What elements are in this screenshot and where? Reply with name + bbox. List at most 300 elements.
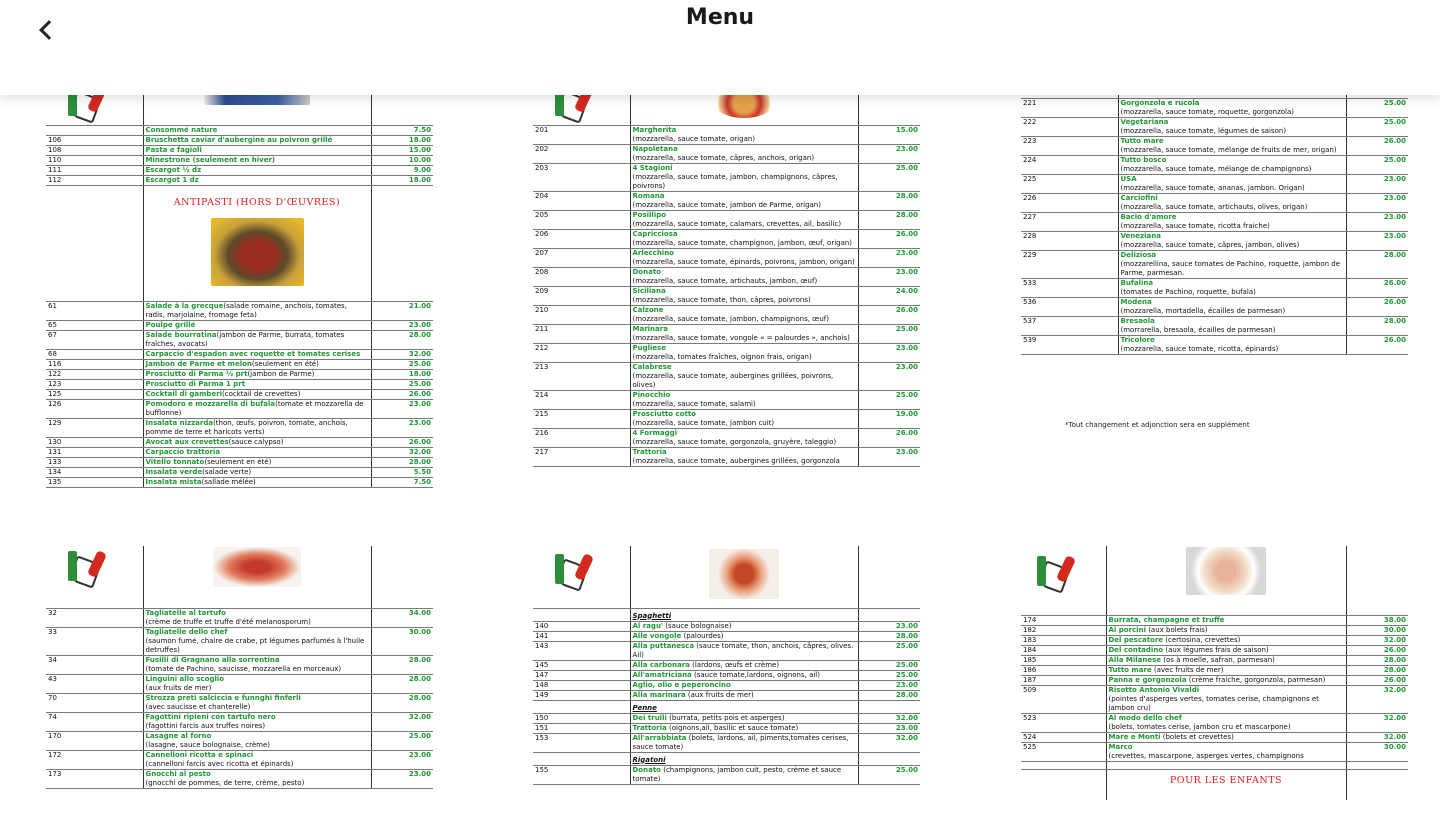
item-description [630, 631, 858, 641]
section-row [533, 752, 920, 765]
item-details: (aux fruits de mer) [145, 683, 212, 692]
item-name: Trattoria [632, 723, 667, 732]
item-details: (burrata, petits pois et asperges) [666, 713, 785, 722]
item-number: 143 [533, 641, 630, 660]
item-price: 30.00 [1346, 742, 1408, 761]
item-number: 126 [46, 400, 143, 419]
item-description [630, 324, 858, 343]
menu-row [1021, 155, 1408, 174]
item-name: Lasagne al forno [145, 731, 212, 740]
item-number: 68 [46, 350, 143, 360]
item-number: 123 [46, 380, 143, 390]
item-price: 18.00 [371, 135, 433, 145]
item-name: Insalata nizzarda [145, 419, 214, 427]
item-name: Burrata, champagne et truffe [1108, 615, 1225, 624]
item-name: Cocktail di gamberi [145, 390, 223, 398]
item-details: (mozzarella, sauce tomate, aubergines grillées, poivrons, olives) [632, 371, 834, 389]
menu-row [46, 712, 433, 731]
item-name: Fusilli di Gragnano alla sorrentina [145, 655, 280, 664]
item-details: (champignons, jambon cuit, pesto, crème et sauce tomate) [632, 765, 842, 783]
item-name: Trattoria [632, 447, 667, 456]
item-description [1106, 742, 1346, 761]
item-price: 28.00 [371, 331, 433, 350]
item-number: 172 [46, 750, 143, 769]
item-number: 207 [533, 248, 630, 267]
item-name: Jambon de Parme et melon [145, 360, 252, 368]
item-price: 32.00 [1346, 713, 1408, 732]
item-price: 26.00 [858, 305, 920, 324]
menu-row [1021, 665, 1408, 675]
item-price: 23.00 [1346, 231, 1408, 250]
item-price: 25.00 [1346, 155, 1408, 174]
item-details: (mozzarella, sauce tomate, légumes de saison) [1120, 126, 1287, 135]
item-number: 228 [1021, 231, 1118, 250]
section-row [533, 609, 920, 622]
item-name: Modena [1120, 297, 1152, 306]
menu-row [1021, 616, 1408, 626]
item-details: (jambon de Parme) [247, 370, 315, 378]
item-number: 216 [533, 428, 630, 447]
item-number: 134 [46, 468, 143, 478]
menu-row [46, 321, 433, 331]
menu-row [1021, 675, 1408, 685]
item-details: (mozzarella, sauce tomate, thon, câpres, poivrons) [632, 295, 811, 304]
item-number: 213 [533, 362, 630, 390]
item-description [143, 731, 371, 750]
item-description [630, 163, 858, 191]
item-description [630, 428, 858, 447]
item-name: Fagottini ripieni con tartufo nero [145, 712, 276, 721]
item-details: (cannelloni farcis avec ricotta et épinards) [145, 759, 294, 768]
item-details: (jambon de Parme, burrata, tomates fraîches, avocats) [145, 331, 345, 348]
item-details: (sauce bolognaise) [663, 621, 732, 630]
item-description [630, 733, 858, 752]
menu-row [533, 621, 920, 631]
item-description [1106, 665, 1346, 675]
item-name: Alla puttanesca [632, 641, 695, 650]
menu-row [1021, 174, 1408, 193]
item-number: 33 [46, 627, 143, 655]
menu-page-pizza [533, 88, 920, 524]
menu-row [533, 660, 920, 670]
item-name: Strozza preti salciccia e funnghi finferli [145, 693, 301, 702]
item-details: (bolets, tomates cerise, jambon cru et mascarpone) [1108, 722, 1291, 731]
menu-row [46, 126, 433, 136]
item-name: Carciofini [1120, 193, 1158, 202]
item-number: 67 [46, 331, 143, 350]
item-number: 135 [46, 478, 143, 488]
item-price: 26.00 [1346, 675, 1408, 685]
item-description [143, 674, 371, 693]
item-description [630, 126, 858, 145]
item-number: 201 [533, 126, 630, 145]
menu-row [46, 478, 433, 488]
item-details: (mozzarella, sauce tomate, ricotta, épinards) [1120, 344, 1279, 353]
item-details: (seulement en été) [204, 458, 272, 466]
item-name: Alle vongole [632, 631, 682, 640]
menu-row [1021, 193, 1408, 212]
menu-row [46, 350, 433, 360]
item-number: 151 [533, 723, 630, 733]
item-number: 210 [533, 305, 630, 324]
item-name: Aglio, olio e peperoncino [632, 680, 731, 689]
item-name: Tutto bosco [1120, 155, 1167, 164]
item-price: 25.00 [858, 765, 920, 784]
menu-row [1021, 732, 1408, 742]
item-number: 147 [533, 670, 630, 680]
item-name: Carpaccio d'espadon avec roquette et tomates cerises [145, 350, 361, 358]
item-details: (bolets, lardons, ail, piments,tomates cerises, sauce tomate) [632, 733, 849, 751]
menu-row [46, 360, 433, 370]
item-description [630, 680, 858, 690]
item-price: 25.00 [371, 380, 433, 390]
item-number: 211 [533, 324, 630, 343]
item-number: 150 [533, 713, 630, 723]
item-details: (sauce calypso) [228, 438, 284, 446]
menu-row [46, 165, 433, 175]
item-description [630, 362, 858, 390]
item-description [1118, 297, 1346, 316]
item-price: 25.00 [371, 731, 433, 750]
item-details: (gnocchi de pommes, de terre, crème, pesto) [145, 778, 305, 787]
menu-row [533, 343, 920, 362]
menu-page-risotto [1021, 546, 1408, 813]
item-details: (tomates de Pachino, roquette, bufala) [1120, 287, 1256, 296]
item-price: 26.00 [371, 390, 433, 400]
item-number: 203 [533, 163, 630, 191]
menu-row [1021, 625, 1408, 635]
item-description [1106, 635, 1346, 645]
item-price: 23.00 [1346, 212, 1408, 231]
item-price: 26.00 [1346, 335, 1408, 354]
item-details: (os à moelle, safran, parmesan) [1161, 655, 1275, 664]
item-number: 61 [46, 302, 143, 321]
menu-row [533, 286, 920, 305]
item-price: 25.00 [858, 324, 920, 343]
item-price: 26.00 [858, 428, 920, 447]
item-details: (lardons, œufs et crème) [689, 660, 780, 669]
menu-row [46, 693, 433, 712]
item-name: Salade à la grecque [145, 302, 224, 310]
item-price: 23.00 [858, 680, 920, 690]
item-description [630, 305, 858, 324]
item-details: (crème fraiche, gorgonzola, parmesan) [1186, 675, 1326, 684]
item-name: Capricciosa [632, 229, 678, 238]
item-description [630, 723, 858, 733]
italy-map-logo [553, 554, 609, 594]
item-details: (mozzarella, sauce tomate, jambon cuit) [632, 418, 775, 427]
item-number: 533 [1021, 278, 1118, 297]
menu-row [1021, 335, 1408, 354]
item-name: Pasta e fagioli [145, 145, 202, 154]
item-details: (mozzarellina, sauce tomates de Pachino, roquette, jambon de Parme, parmesan. [1120, 259, 1341, 277]
item-description [143, 331, 371, 350]
item-description [143, 419, 371, 438]
item-description [1118, 174, 1346, 193]
menu-row [533, 428, 920, 447]
menu-row [533, 248, 920, 267]
item-number: 183 [1021, 635, 1106, 645]
item-number: 525 [1021, 742, 1106, 761]
menu-row [46, 302, 433, 321]
item-name: Mare e Monti [1108, 732, 1161, 741]
menu-row [46, 370, 433, 380]
item-price: 28.00 [1346, 665, 1408, 675]
item-number: 32 [46, 609, 143, 628]
item-number: 509 [1021, 685, 1106, 713]
item-description [630, 390, 858, 409]
item-description [143, 448, 371, 458]
item-price: 25.00 [858, 163, 920, 191]
item-name: Ai porcini [1108, 625, 1146, 634]
menu-row [533, 641, 920, 660]
menu-page-antipasti [46, 88, 433, 510]
item-details: (mozzarella, sauce tomate, ricotta fraiche) [1120, 221, 1270, 230]
item-price: 32.00 [371, 350, 433, 360]
item-name: Salade bourratina [145, 331, 217, 339]
item-details: (bolets et crevettes) [1160, 732, 1234, 741]
item-number: 223 [1021, 136, 1118, 155]
item-name: Vegetariana [1120, 117, 1169, 126]
menu-row [1021, 297, 1408, 316]
item-description [143, 627, 371, 655]
menu-row [1021, 99, 1408, 118]
item-description [1118, 278, 1346, 297]
item-description [143, 655, 371, 674]
menu-row [1021, 685, 1408, 713]
item-name: Insalata mista [145, 478, 202, 486]
menu-row [46, 458, 433, 468]
item-name: Alla carbonara [632, 660, 690, 669]
item-price: 23.00 [858, 621, 920, 631]
menu-row [46, 155, 433, 165]
item-name: Donato [632, 765, 661, 774]
item-name: Risotto Antonio Vivaldi [1108, 685, 1200, 694]
item-description [143, 468, 371, 478]
menu-row [46, 627, 433, 655]
menu-row [1021, 655, 1408, 665]
menu-row [533, 733, 920, 752]
item-description [630, 670, 858, 680]
menu-row [46, 400, 433, 419]
item-price: 7.50 [371, 478, 433, 488]
item-description [143, 400, 371, 419]
item-price: 28.00 [858, 690, 920, 700]
menu-row [46, 419, 433, 438]
item-details: (oignons,ail, basilic et sauce tomate) [666, 723, 799, 732]
item-price: 23.00 [858, 362, 920, 390]
menu-row [46, 655, 433, 674]
item-price: 7.50 [371, 126, 433, 136]
item-details: (mozzarella, sauce tomate, ananas, jambon. Origan) [1120, 183, 1305, 192]
item-details: (aux bolets frais) [1145, 625, 1208, 634]
item-details: (mozzarella, sauce tomate, câpres, anchois, origan) [632, 153, 815, 162]
item-price: 28.00 [371, 693, 433, 712]
item-details: (sauce tomate,lardons, oignons, ail) [691, 670, 820, 679]
item-number: 209 [533, 286, 630, 305]
item-price: 32.00 [371, 712, 433, 731]
item-description [143, 360, 371, 370]
item-price: 10.00 [371, 155, 433, 165]
item-details: (thon, œufs, poivron, tomate, anchois, pomme de terre et haricots verts) [145, 419, 348, 436]
menu-row [533, 690, 920, 700]
item-number: 149 [533, 690, 630, 700]
item-number: 140 [533, 621, 630, 631]
item-price: 28.00 [1346, 316, 1408, 335]
item-description [143, 370, 371, 380]
item-price: 26.00 [1346, 297, 1408, 316]
menu-row [533, 670, 920, 680]
item-name: Veneziana [1120, 231, 1161, 240]
menu-row [46, 448, 433, 458]
item-name: Tagliatelle dello chef [145, 627, 228, 636]
item-number: 205 [533, 210, 630, 229]
item-number: 170 [46, 731, 143, 750]
item-description [1118, 250, 1346, 278]
item-name: Minestrone (seulement en hiver) [145, 155, 276, 164]
item-number: 215 [533, 409, 630, 428]
item-name: Arlecchino [632, 248, 674, 257]
item-details: (mozzarella, sauce tomate, jambon de Parme, origan) [632, 200, 821, 209]
supplement-note: *Tout changement et adjonction sera en supplément [1065, 421, 1250, 429]
item-details: (mozzarella, sauce tomate, jambon, champignons, œuf) [632, 314, 829, 323]
menu-row [1021, 278, 1408, 297]
menu-row [46, 750, 433, 769]
menu-row [46, 674, 433, 693]
item-description [1118, 117, 1346, 136]
item-details: (mozzarella, sauce tomate, origan) [632, 134, 756, 143]
item-description [630, 641, 858, 660]
section-heading: Spaghetti [632, 611, 672, 620]
item-number: 110 [46, 155, 143, 165]
item-price: 32.00 [1346, 635, 1408, 645]
item-description [630, 229, 858, 248]
menu-row [533, 126, 920, 145]
item-description [1118, 193, 1346, 212]
section-title-antipasti: ANTIPASTI (HORS D'ŒUVRES) [173, 196, 341, 208]
menu-row [46, 769, 433, 788]
item-price: 23.00 [858, 723, 920, 733]
menu-row [46, 609, 433, 628]
item-name: Escargot ½ dz [145, 165, 202, 174]
item-name: Napoletana [632, 144, 678, 153]
item-number: 155 [533, 765, 630, 784]
item-description [1118, 99, 1346, 118]
item-description [143, 350, 371, 360]
item-name: Al modo dello chef [1108, 713, 1182, 722]
item-number: 34 [46, 655, 143, 674]
item-price: 32.00 [1346, 685, 1408, 713]
section-row [533, 700, 920, 713]
item-description [630, 248, 858, 267]
item-price: 23.00 [858, 447, 920, 466]
item-number: 229 [1021, 250, 1118, 278]
item-number: 130 [46, 438, 143, 448]
menu-row [533, 447, 920, 466]
menu-row [46, 135, 433, 145]
item-price: 9.00 [371, 165, 433, 175]
menu-row [1021, 645, 1408, 655]
menu-row [533, 362, 920, 390]
item-details: (salade verte) [202, 468, 252, 476]
item-details: (tomate de Pachino, saucisse, mozzarella en morceaux) [145, 664, 342, 673]
item-name: Tricolore [1120, 335, 1155, 344]
item-details: (mozzarella, sauce tomate, calamars, crevettes, ail, basilic) [632, 219, 842, 228]
item-description [630, 409, 858, 428]
item-description [1118, 335, 1346, 354]
item-description [630, 267, 858, 286]
item-number: 125 [46, 390, 143, 400]
item-price: 19.00 [858, 409, 920, 428]
menu-row [533, 409, 920, 428]
menu-row [46, 468, 433, 478]
item-name: Al ragu' [632, 621, 664, 630]
menu-row [46, 731, 433, 750]
item-description [1106, 655, 1346, 665]
item-name: Pugliese [632, 343, 667, 352]
item-details: (mozzarella, sauce tomate, champignon, jambon, œuf, origan) [632, 238, 853, 247]
item-name: Margherita [632, 125, 677, 134]
menu-row [533, 305, 920, 324]
item-details: (mozzarella, tomates fraîches, oignon frais, origan) [632, 352, 812, 361]
item-description [143, 693, 371, 712]
item-price: 25.00 [1346, 99, 1408, 118]
item-details: (pointes d'asperges vertes, tomates cerise, champignons et jambon cru) [1108, 694, 1319, 712]
item-price: 28.00 [371, 655, 433, 674]
item-description [143, 126, 371, 136]
item-number: 173 [46, 769, 143, 788]
item-description [630, 621, 858, 631]
item-details: (tomate et mozzarella de bufflonne) [145, 400, 364, 417]
item-price: 23.00 [858, 248, 920, 267]
item-name: Del pescatore [1108, 635, 1164, 644]
item-number: 153 [533, 733, 630, 752]
menu-row [533, 267, 920, 286]
item-description [630, 713, 858, 723]
item-number: 204 [533, 191, 630, 210]
item-number: 187 [1021, 675, 1106, 685]
item-details: (sauce tomate, thon, anchois, câpres, olives. Ail) [632, 641, 854, 659]
item-number: 182 [1021, 625, 1106, 635]
item-number: 222 [1021, 117, 1118, 136]
item-name: All'amatriciana [632, 670, 692, 679]
item-details: (mozzarella, sauce tomate, câpres, jambon, olives) [1120, 240, 1300, 249]
menu-page-pizza-2 [1021, 88, 1408, 438]
item-number: 131 [46, 448, 143, 458]
section-heading: Rigatoni [632, 755, 666, 764]
item-name: Tagliatelle al tartufo [145, 608, 226, 617]
item-name: Consommé nature [145, 125, 218, 134]
item-description [143, 438, 371, 448]
item-description [630, 343, 858, 362]
menu-row [46, 438, 433, 448]
item-number: 111 [46, 165, 143, 175]
item-name: Donato [632, 267, 661, 276]
risotto-image [1186, 547, 1266, 595]
item-description [143, 165, 371, 175]
item-details: (mozzarella, mortadella, écailles de parmesan) [1120, 306, 1286, 315]
item-number: 70 [46, 693, 143, 712]
menu-row [533, 631, 920, 641]
item-description [1118, 316, 1346, 335]
item-name: Romana [632, 191, 665, 200]
item-description [1118, 155, 1346, 174]
menu-row [533, 229, 920, 248]
menu-row [1021, 212, 1408, 231]
item-price: 28.00 [1346, 250, 1408, 278]
item-description [143, 712, 371, 731]
item-description [1106, 645, 1346, 655]
